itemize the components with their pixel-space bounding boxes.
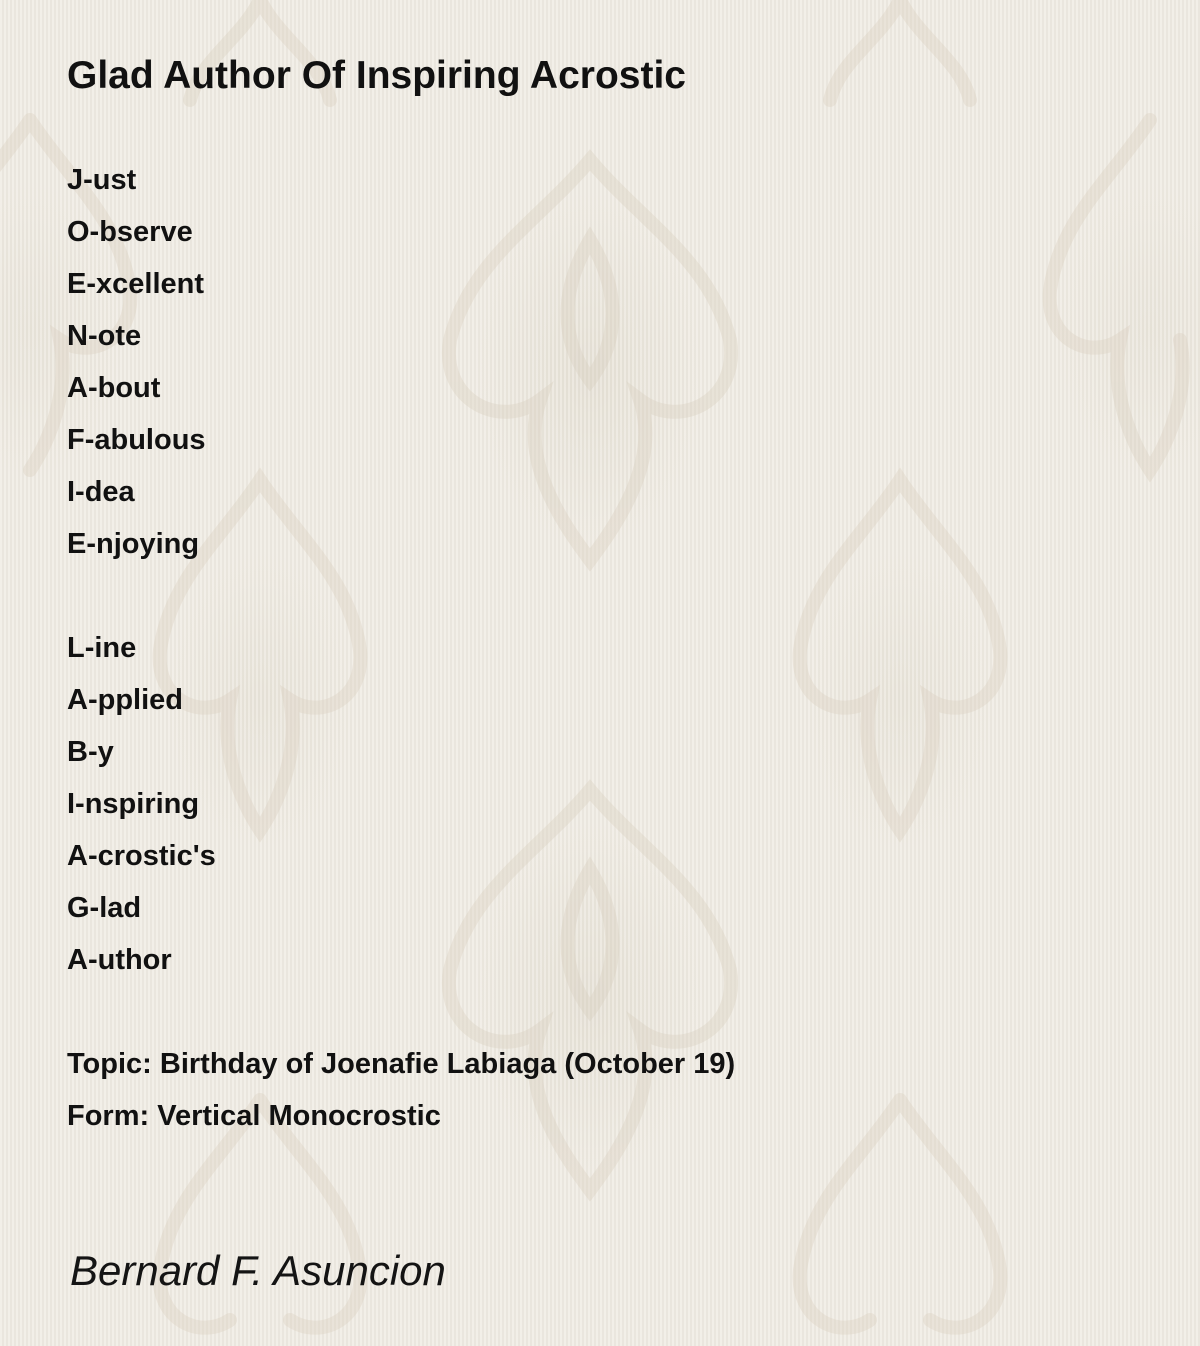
poem-form: Form: Vertical Monocrostic	[67, 1100, 441, 1132]
poem-topic: Topic: Birthday of Joenafie Labiaga (October 19)	[67, 1048, 736, 1080]
poem-line: I-dea	[67, 476, 135, 508]
poem-line: A-crostic's	[67, 840, 216, 872]
poem-line: N-ote	[67, 320, 142, 352]
poem-line: E-xcellent	[67, 268, 204, 300]
poem-line: G-lad	[67, 892, 142, 924]
poem-line: A-pplied	[67, 684, 183, 716]
poem-author: Bernard F. Asuncion	[70, 1247, 446, 1294]
poem-line: B-y	[67, 736, 114, 768]
poem-line: A-uthor	[67, 944, 172, 976]
poem-line: E-njoying	[67, 528, 200, 560]
poem-line: I-nspiring	[67, 788, 200, 820]
poem-line: F-abulous	[67, 424, 206, 456]
poem-stanza-2	[67, 622, 1067, 986]
poem-line: J-ust	[67, 164, 137, 196]
poem-line: A-bout	[67, 372, 161, 404]
poem-stanza-1	[67, 154, 1067, 570]
poem-line: L-ine	[67, 632, 137, 664]
poem-title: Glad Author Of Inspiring Acrostic	[67, 54, 686, 97]
poem-line: O-bserve	[67, 216, 193, 248]
poem-notes	[67, 1038, 1067, 1142]
poem-body	[67, 154, 1067, 1194]
